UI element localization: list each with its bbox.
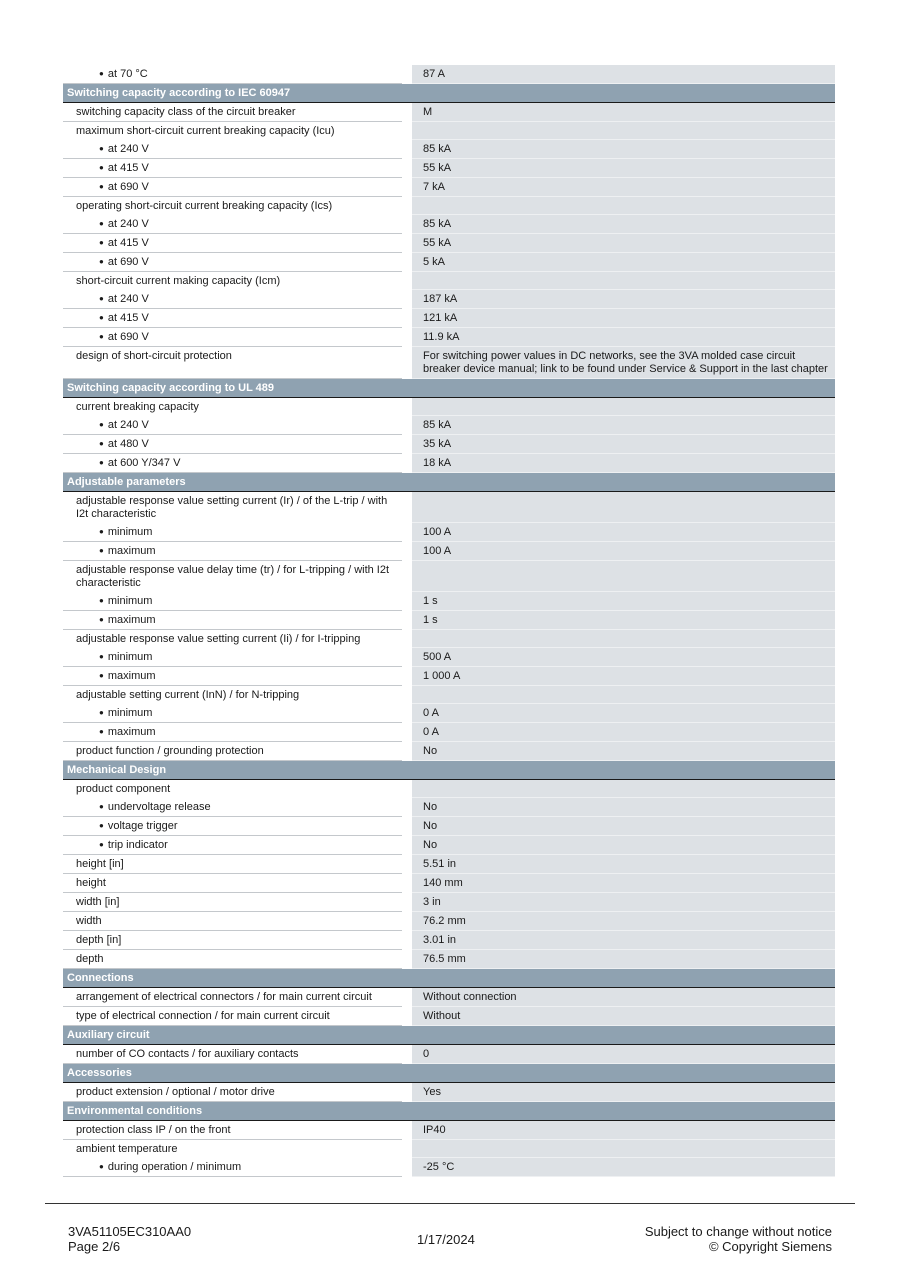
spec-label: ● trip indicator [63, 836, 402, 855]
spec-value: 55 kA [412, 159, 835, 178]
spec-value: No [412, 817, 835, 836]
spec-row [63, 1007, 835, 1026]
spec-row [63, 347, 835, 379]
spec-label: current breaking capacity [76, 401, 199, 413]
spec-label: height [in] [63, 855, 402, 874]
spec-label: product component [76, 783, 171, 795]
spec-row [63, 1121, 835, 1140]
spec-label: ● minimum [63, 648, 402, 667]
spec-label: ● at 415 V [63, 159, 402, 178]
spec-sub-row [63, 817, 835, 836]
spec-value: 100 A [412, 542, 835, 561]
spec-label: ● at 690 V [63, 253, 402, 272]
spec-label: ● minimum [63, 704, 402, 723]
footer-date: 1/17/2024 [417, 1232, 475, 1247]
spec-label: ● at 240 V [63, 416, 402, 435]
spec-value [412, 272, 835, 290]
spec-sub-row [63, 1158, 835, 1177]
spec-value [412, 197, 835, 215]
spec-row [63, 988, 835, 1007]
footer-right [645, 1224, 832, 1254]
spec-label: short-circuit current making capacity (Icm) [76, 275, 281, 287]
spec-label: ● at 415 V [63, 309, 402, 328]
spec-row [63, 1140, 835, 1158]
footer-product-number: 3VA51105EC310AA0 [68, 1224, 192, 1239]
spec-row [63, 742, 835, 761]
spec-row [63, 630, 835, 648]
spec-label: ● maximum [63, 723, 402, 742]
section-header: Mechanical Design [63, 761, 835, 780]
spec-row [63, 874, 835, 893]
section-header: Switching capacity according to UL 489 [63, 379, 835, 398]
spec-value: 85 kA [412, 140, 835, 159]
spec-value: 11.9 kA [412, 328, 835, 347]
spec-value: Yes [412, 1083, 835, 1102]
spec-sub-row [63, 65, 835, 84]
spec-label: ● at 690 V [63, 178, 402, 197]
spec-sub-row [63, 215, 835, 234]
section-header: Environmental conditions [63, 1102, 835, 1121]
spec-value: 500 A [412, 648, 835, 667]
section-header: Adjustable parameters [63, 473, 835, 492]
spec-value: 1 s [412, 592, 835, 611]
spec-sub-row [63, 836, 835, 855]
spec-value: 87 A [412, 65, 835, 84]
spec-row [63, 272, 835, 290]
spec-label: ● minimum [63, 523, 402, 542]
spec-value: No [412, 798, 835, 817]
spec-value [412, 686, 835, 704]
spec-label: ● maximum [63, 611, 402, 630]
spec-row [63, 122, 835, 140]
spec-sub-row [63, 723, 835, 742]
section-header: Switching capacity according to IEC 60947 [63, 84, 835, 103]
spec-row [63, 950, 835, 969]
spec-value: 35 kA [412, 435, 835, 454]
spec-value: 76.5 mm [412, 950, 835, 969]
spec-sub-row [63, 234, 835, 253]
spec-label: ● at 70 °C [63, 65, 402, 84]
spec-sub-row [63, 648, 835, 667]
section-header: Auxiliary circuit [63, 1026, 835, 1045]
spec-value: 85 kA [412, 215, 835, 234]
spec-value: 0 [412, 1045, 835, 1064]
spec-row [63, 855, 835, 874]
spec-label: ● voltage trigger [63, 817, 402, 836]
footer-page-number: Page 2/6 [68, 1239, 121, 1254]
spec-sub-row [63, 798, 835, 817]
spec-value: IP40 [412, 1121, 835, 1140]
spec-value [412, 398, 835, 416]
spec-label: product function / grounding protection [63, 742, 402, 761]
spec-sub-row [63, 253, 835, 272]
spec-value: 1 000 A [412, 667, 835, 686]
spec-value: 0 A [412, 723, 835, 742]
spec-value: 18 kA [412, 454, 835, 473]
spec-label: ● at 240 V [63, 215, 402, 234]
footer-divider [45, 1203, 855, 1204]
spec-row [63, 912, 835, 931]
spec-value: 100 A [412, 523, 835, 542]
spec-label: ● at 690 V [63, 328, 402, 347]
footer-copyright: © Copyright Siemens [708, 1239, 832, 1254]
spec-value: 187 kA [412, 290, 835, 309]
spec-value: M [412, 103, 835, 122]
footer-left [68, 1224, 191, 1254]
spec-value [412, 122, 835, 140]
spec-label: adjustable response value setting current (Ir) / of the L-trip / with I2t characteristic [76, 495, 388, 520]
spec-row [63, 492, 835, 523]
spec-sub-row [63, 704, 835, 723]
spec-label: number of CO contacts / for auxiliary contacts [63, 1045, 402, 1064]
spec-sub-row [63, 454, 835, 473]
spec-label: operating short-circuit current breaking capacity (Ics) [76, 200, 333, 212]
spec-value: No [412, 836, 835, 855]
spec-sub-row [63, 542, 835, 561]
spec-label: ● during operation / minimum [63, 1158, 402, 1177]
spec-value: No [412, 742, 835, 761]
spec-label: arrangement of electrical connectors / for main current circuit [63, 988, 402, 1007]
spec-sub-row [63, 309, 835, 328]
spec-sub-row [63, 416, 835, 435]
spec-value: 7 kA [412, 178, 835, 197]
spec-value [412, 780, 835, 798]
spec-label: protection class IP / on the front [63, 1121, 402, 1140]
spec-value: 3 in [412, 893, 835, 912]
spec-label: ● minimum [63, 592, 402, 611]
spec-label: adjustable setting current (InN) / for N-tripping [76, 689, 300, 701]
spec-label: type of electrical connection / for main current circuit [63, 1007, 402, 1026]
spec-value: 85 kA [412, 416, 835, 435]
spec-row [63, 197, 835, 215]
section-header: Connections [63, 969, 835, 988]
spec-sub-row [63, 328, 835, 347]
spec-label: adjustable response value setting current (Ii) / for I-tripping [76, 633, 361, 645]
spec-value: 3.01 in [412, 931, 835, 950]
spec-value: 121 kA [412, 309, 835, 328]
spec-label: design of short-circuit protection [63, 347, 402, 379]
spec-value [412, 1140, 835, 1158]
spec-sub-row [63, 523, 835, 542]
spec-row [63, 103, 835, 122]
spec-label: adjustable response value delay time (tr) / for L-tripping / with I2t characteristic [76, 564, 390, 589]
spec-label: ● maximum [63, 542, 402, 561]
spec-label: ● at 600 Y/347 V [63, 454, 402, 473]
spec-row [63, 893, 835, 912]
spec-value: 55 kA [412, 234, 835, 253]
spec-value: 0 A [412, 704, 835, 723]
spec-value [412, 492, 835, 523]
footer-notice: Subject to change without notice [644, 1224, 832, 1239]
spec-label: height [63, 874, 402, 893]
datasheet-table [63, 65, 835, 1177]
spec-value: 76.2 mm [412, 912, 835, 931]
spec-label: product extension / optional / motor drive [63, 1083, 402, 1102]
spec-label: width [63, 912, 402, 931]
spec-value: Without [412, 1007, 835, 1026]
spec-value [412, 630, 835, 648]
spec-label: maximum short-circuit current breaking capacity (Icu) [76, 125, 335, 137]
spec-row [63, 1045, 835, 1064]
spec-value: -25 °C [412, 1158, 835, 1177]
spec-label: switching capacity class of the circuit breaker [63, 103, 402, 122]
spec-row [63, 1083, 835, 1102]
spec-row [63, 561, 835, 592]
spec-value: 5 kA [412, 253, 835, 272]
spec-sub-row [63, 159, 835, 178]
spec-sub-row [63, 611, 835, 630]
spec-label: ● at 240 V [63, 140, 402, 159]
spec-value: 1 s [412, 611, 835, 630]
spec-sub-row [63, 435, 835, 454]
spec-label: depth [in] [63, 931, 402, 950]
spec-label: ● maximum [63, 667, 402, 686]
section-header: Accessories [63, 1064, 835, 1083]
spec-value: 5.51 in [412, 855, 835, 874]
spec-sub-row [63, 592, 835, 611]
spec-sub-row [63, 178, 835, 197]
spec-sub-row [63, 667, 835, 686]
spec-label: ● at 415 V [63, 234, 402, 253]
spec-row [63, 931, 835, 950]
spec-label: width [in] [63, 893, 402, 912]
spec-row [63, 780, 835, 798]
spec-row [63, 398, 835, 416]
spec-sub-row [63, 290, 835, 309]
spec-value: Without connection [412, 988, 835, 1007]
spec-label: ● at 480 V [63, 435, 402, 454]
spec-value: For switching power values in DC networks, see the 3VA molded case circuit breaker device manual; link to be found under Service & Support in the last chapter [412, 347, 835, 379]
spec-value [412, 561, 835, 592]
spec-sub-row [63, 140, 835, 159]
spec-label: ambient temperature [76, 1143, 178, 1155]
spec-label: ● at 240 V [63, 290, 402, 309]
spec-label: ● undervoltage release [63, 798, 402, 817]
spec-row [63, 686, 835, 704]
spec-label: depth [63, 950, 402, 969]
spec-value: 140 mm [412, 874, 835, 893]
